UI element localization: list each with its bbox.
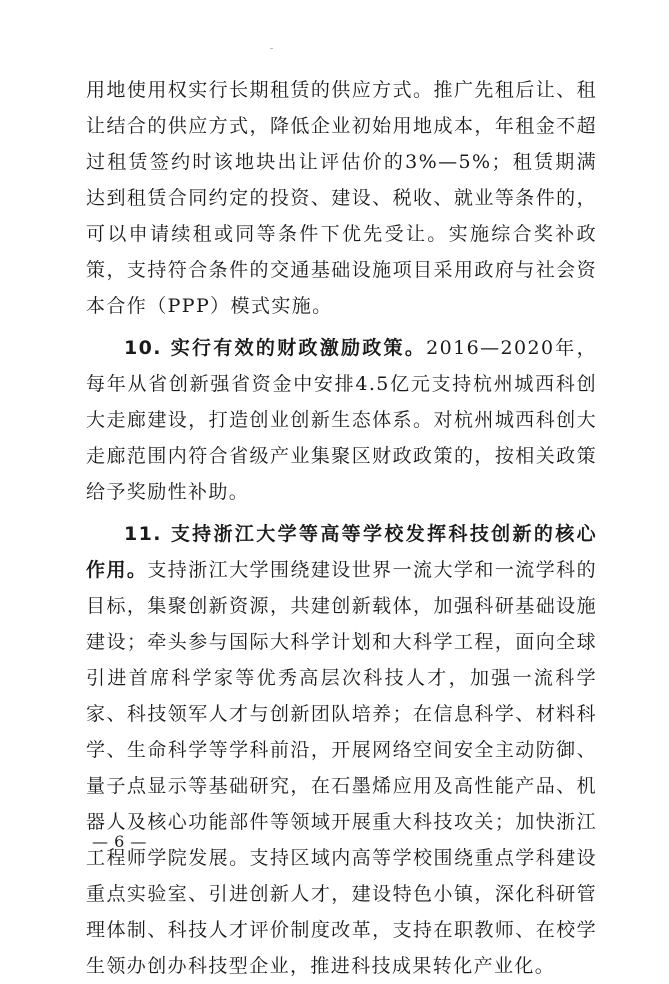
paragraph-2-text: 2016—2020年，每年从省创新强省资金中安排4.5亿元支持杭州城西科创大走廊建设，打造创业创新生态体系。对杭州城西科创大走廊范围内符合省级产业集聚区财政政策的，按相关政策给予奖励性补助。 (86, 337, 597, 503)
page-number: — 6 — (92, 832, 147, 851)
paragraph-2-heading: 10. 实行有效的财政激励政策。 (124, 337, 427, 359)
paragraph-3 (86, 516, 597, 984)
paragraph-1 (86, 72, 597, 324)
scan-speck (270, 48, 273, 49)
paragraph-3-heading: 11. 支持浙江大学等高等学校发挥科技创新的核心作用。 (86, 523, 597, 581)
paragraph-1-text: 用地使用权实行长期租赁的供应方式。推广先租后让、租让结合的供应方式，降低企业初始用地成本，年租金不超过租赁签约时该地块出让评估价的3%—5%；租赁期满达到租赁合同约定的投资、建设、税收、就业等条件的，可以申请续租或同等条件下优先受让。实施综合奖补政策，支持符合条件的交通基础设施项目采用政府与社会资本合作（PPP）模式实施。 (86, 79, 597, 317)
paragraph-2 (86, 330, 597, 510)
paragraph-3-text: 支持浙江大学围绕建设世界一流大学和一流学科的目标，集聚创新资源，共建创新载体，加强科研基础设施建设；牵头参与国际大科学计划和大科学工程，面向全球引进首席科学家等优秀高层次科技人才，加强一流科学家、科技领军人才与创新团队培养；在信息科学、材料科学、生命科学等学科前沿，开展网络空间安全主动防御、量子点显示等基础研究，在石墨烯应用及高性能产品、机器人及核心功能部件等领域开展重大科技攻关；加快浙江工程师学院发展。支持区域内高等学校围绕重点学科建设重点实验室、引进创新人才，建设特色小镇，深化科研管理体制、科技人才评价制度改革，支持在职教师、在校学生领办创办科技型企业，推进科技成果转化产业化。 (86, 559, 597, 977)
